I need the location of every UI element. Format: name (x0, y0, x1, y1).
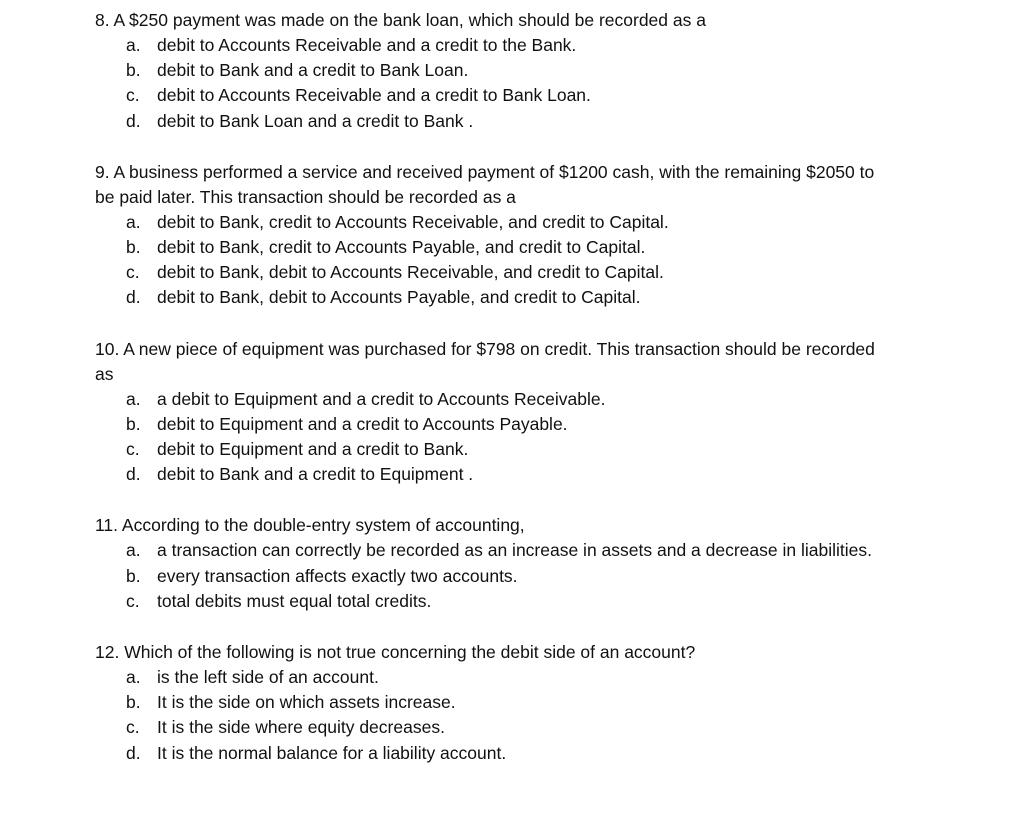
question-12 (95, 640, 895, 766)
option-text: debit to Bank, debit to Accounts Payable, and credit to Capital. (157, 287, 641, 308)
option-a (95, 665, 895, 690)
option-text: It is the normal balance for a liability account. (157, 742, 507, 763)
option-text: debit to Bank, debit to Accounts Receivable, and credit to Capital. (157, 262, 664, 283)
spacer (95, 134, 895, 160)
option-text: debit to Bank and a credit to Bank Loan. (157, 60, 469, 81)
option-b (95, 235, 895, 260)
option-list (95, 665, 895, 766)
option-c (95, 715, 895, 740)
question-stem: 10. A new piece of equipment was purchased for $798 on credit. This transaction should be recorded as (95, 338, 875, 384)
option-text: It is the side where equity decreases. (157, 717, 445, 738)
option-text: debit to Bank, credit to Accounts Payable, and credit to Capital. (157, 237, 646, 258)
option-text: is the left side of an account. (157, 667, 379, 688)
question-9 (95, 160, 895, 311)
option-b (95, 564, 895, 589)
option-text: debit to Equipment and a credit to Accounts Payable. (157, 413, 568, 434)
option-d (95, 741, 895, 766)
option-letter: c. (126, 590, 140, 611)
option-letter: b. (126, 565, 141, 586)
option-text: It is the side on which assets increase. (157, 692, 456, 713)
option-letter: a. (126, 35, 141, 55)
option-letter: a. (126, 388, 141, 409)
question-10 (95, 337, 895, 488)
question-8 (95, 8, 895, 134)
option-list (95, 538, 895, 614)
option-a (95, 387, 895, 412)
option-text: debit to Equipment and a credit to Bank. (157, 439, 469, 460)
option-letter: c. (126, 717, 140, 738)
option-c (95, 437, 895, 462)
option-letter: d. (126, 287, 141, 308)
option-letter: a. (126, 667, 141, 688)
option-text: a debit to Equipment and a credit to Accounts Receivable. (157, 388, 606, 409)
option-text: debit to Bank and a credit to Equipment . (157, 464, 474, 485)
option-text: debit to Bank Loan and a credit to Bank . (157, 110, 474, 131)
question-stem: 12. Which of the following is not true concerning the debit side of an account? (95, 642, 696, 663)
option-letter: b. (126, 237, 141, 258)
option-c (95, 589, 895, 614)
option-text: debit to Accounts Receivable and a credit to the Bank. (157, 35, 577, 55)
option-b (95, 58, 895, 83)
option-d (95, 109, 895, 134)
option-list (95, 387, 895, 488)
question-stem: 11. According to the double-entry system of accounting, (95, 515, 525, 536)
option-letter: d. (126, 464, 141, 485)
option-d (95, 462, 895, 487)
option-letter: d. (126, 742, 141, 763)
option-letter: c. (126, 262, 140, 283)
option-letter: b. (126, 60, 141, 81)
spacer (95, 614, 895, 640)
option-text: total debits must equal total credits. (157, 590, 432, 611)
option-text: debit to Accounts Receivable and a credit to Bank Loan. (157, 85, 591, 106)
option-letter: a. (126, 211, 141, 232)
quiz-document (95, 8, 895, 766)
option-list (95, 210, 895, 311)
option-letter: d. (126, 110, 141, 131)
option-c (95, 83, 895, 108)
question-11 (95, 513, 895, 614)
option-d (95, 285, 895, 310)
option-text: debit to Bank, credit to Accounts Receivable, and credit to Capital. (157, 211, 669, 232)
option-a (95, 210, 895, 235)
option-letter: c. (126, 439, 140, 460)
option-text: a transaction can correctly be recorded as an increase in assets and a decrease in liabilities. (157, 540, 872, 561)
option-letter: b. (126, 413, 141, 434)
option-c (95, 260, 895, 285)
option-a (95, 538, 895, 563)
option-b (95, 412, 895, 437)
spacer (95, 487, 895, 513)
option-b (95, 690, 895, 715)
option-letter: a. (126, 540, 141, 561)
question-stem: 8. A $250 payment was made on the bank loan, which should be recorded as a (95, 10, 706, 30)
option-list (95, 33, 895, 134)
option-letter: b. (126, 692, 141, 713)
question-stem: 9. A business performed a service and received payment of $1200 cash, with the remaining $2050 to be paid later. This transaction should be recorded as a (95, 161, 875, 207)
option-letter: c. (126, 85, 140, 106)
option-text: every transaction affects exactly two accounts. (157, 565, 518, 586)
spacer (95, 311, 895, 337)
option-a (95, 33, 895, 58)
